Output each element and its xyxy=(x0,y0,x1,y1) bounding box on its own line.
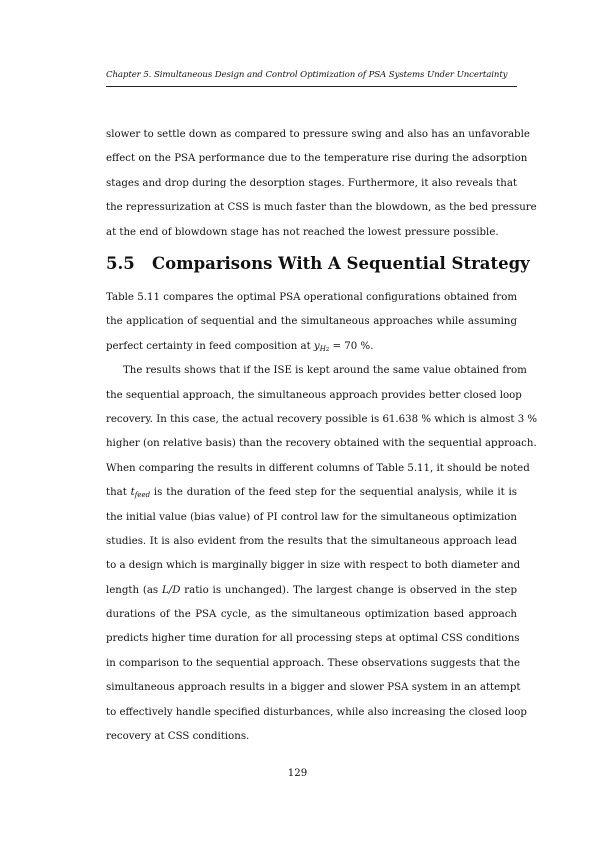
text-line: durations of the PSA cycle, as the simultaneous optimization based approach xyxy=(106,609,517,621)
math-subscript: feed xyxy=(134,491,151,500)
text-fragment: length (as xyxy=(106,584,163,596)
math-variable: L/D xyxy=(162,584,181,596)
math-variable: y xyxy=(313,340,320,352)
text-line: effect on the PSA performance due to the temperature rise during the adsorption xyxy=(106,153,528,165)
text-line: slower to settle down as compared to pressure swing and also has an unfavorable xyxy=(106,129,530,140)
text-line: studies. It is also evident from the results that the simultaneous approach lead xyxy=(106,535,517,547)
text-line: the sequential approach, the simultaneous approach provides better closed loop xyxy=(106,389,522,401)
text-line: higher (on relative basis) than the recovery obtained with the sequential approach. xyxy=(106,438,537,450)
text-line: recovery. In this case, the actual recovery possible is 61.638 % which is almost 3 % xyxy=(106,413,538,425)
math-subscript-2: 2 xyxy=(325,346,330,353)
running-header: Chapter 5. Simultaneous Design and Control Optimization of PSA Systems Under Uncertainty xyxy=(106,70,508,80)
text-line-with-math xyxy=(106,481,517,505)
text-line: to a design which is marginally bigger in size with respect to both diameter and xyxy=(106,560,521,572)
math-subscript: H xyxy=(319,344,326,353)
header-rule xyxy=(106,86,517,87)
text-line: to effectively handle specified disturbances, while also increasing the closed loop xyxy=(106,706,527,718)
text-line-with-math xyxy=(106,579,517,603)
text-line: simultaneous approach results in a bigger and slower PSA system in an attempt xyxy=(106,682,521,694)
text-fragment: = 70 %. xyxy=(329,340,374,352)
text-line: at the end of blowdown stage has not reached the lowest pressure possible. xyxy=(106,226,499,238)
text-line: Table 5.11 compares the optimal PSA operational configurations obtained from xyxy=(106,292,517,303)
text-line: the initial value (bias value) of PI control law for the simultaneous optimization xyxy=(106,511,517,523)
text-line: stages and drop during the desorption stages. Furthermore, it also reveals that xyxy=(106,177,517,189)
section-title: Comparisons With A Sequential Strategy xyxy=(152,254,530,273)
text-fragment: is the duration of the feed step for the sequential analysis, while it is xyxy=(150,487,517,499)
paragraph-continuation xyxy=(106,123,537,245)
text-line: When comparing the results in different columns of Table 5.11, it should be noted xyxy=(106,462,530,474)
section-number: 5.5 xyxy=(106,254,135,273)
text-line: The results shows that if the ISE is kept around the same value obtained from xyxy=(123,365,527,377)
math-variable: t xyxy=(130,487,135,499)
text-line: predicts higher time duration for all processing steps at optimal CSS conditions xyxy=(106,633,520,645)
text-fragment: perfect certainty in feed composition at xyxy=(106,340,314,352)
text-fragment: ratio is unchanged). The largest change is observed in the step xyxy=(180,584,517,596)
text-line: the repressurization at CSS is much faster than the blowdown, as the bed pressure xyxy=(106,202,537,214)
text-line-with-math xyxy=(106,335,517,359)
section-body xyxy=(106,286,538,749)
text-line: the application of sequential and the simultaneous approaches while assuming xyxy=(106,316,517,328)
section-heading xyxy=(106,254,530,273)
page-number: 129 xyxy=(287,768,308,779)
text-line: in comparison to the sequential approach. These observations suggests that the xyxy=(106,657,521,669)
text-line: recovery at CSS conditions. xyxy=(106,731,250,743)
text-fragment: that xyxy=(106,487,131,499)
